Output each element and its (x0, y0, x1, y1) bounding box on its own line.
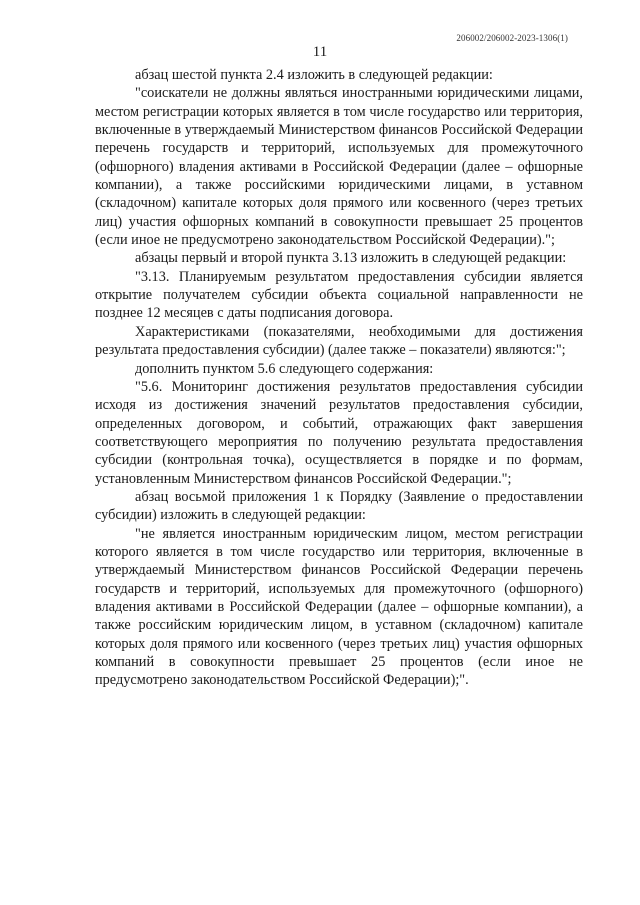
paragraph-7: "5.6. Мониторинг достижения результатов предоставления субсидии исходя из достижения значений результатов предоставления субсидии, определенных договором, и событий, отражающих факт завершения соответствующего мероприятия по получению результата предоставления субсидии (контрольная точка), осуществляется в порядке и по формам, установленным Министерством финансов Российской Федерации."; (95, 378, 583, 487)
document-id: 206002/206002-2023-1306(1) (456, 33, 568, 43)
paragraph-5: Характеристиками (показателями, необходимыми для достижения результата предоставления субсидии) (далее также – показатели) являются:"; (95, 323, 583, 359)
document-body (95, 66, 583, 690)
paragraph-2: "соискатели не должны являться иностранными юридическими лицами, местом регистрации которых является в том числе государство или территория, включенные в утверждаемый Министерством финансов Российской Федерации перечень государств и территорий, используемых для промежуточного (офшорного) владения активами в Российской Федерации (далее – офшорные компании), а также российскими юридическими лицами, в уставном (складочном) капитале которых доля прямого или косвенного (через третьих лиц) участия офшорных компаний в совокупности превышает 25 процентов (если иное не предусмотрено законодательством Российской Федерации)."; (95, 85, 583, 249)
paragraph-4: "3.13. Планируемым результатом предоставления субсидии является открытие получателем субсидии объекта социальной направленности не позднее 12 месяцев с даты подписания договора. (95, 268, 583, 322)
paragraph-1: абзац шестой пункта 2.4 изложить в следующей редакции: (135, 67, 493, 83)
paragraph-8: абзац восьмой приложения 1 к Порядку (Заявление о предоставлении субсидии) изложить в следующей редакции: (95, 488, 583, 524)
paragraph-6: дополнить пунктом 5.6 следующего содержания: (135, 360, 434, 377)
paragraph-9: "не является иностранным юридическим лицом, местом регистрации которого является в том числе государство или территория, включенные в утверждаемый Министерством финансов Российской Федерации перечень государств и территорий, используемых для промежуточного (офшорного) владения активами в Российской Федерации (далее – офшорные компании), а также российским юридическим лицом, в уставном (складочном) капитале которых доля прямого или косвенного (через третьих лиц) участия офшорных компаний в совокупности превышает 25 процентов (если иное не предусмотрено законодательством Российской Федерации);". (95, 525, 583, 689)
page-number: 11 (312, 44, 328, 60)
paragraph-3: абзацы первый и второй пункта 3.13 изложить в следующей редакции: (135, 250, 567, 267)
